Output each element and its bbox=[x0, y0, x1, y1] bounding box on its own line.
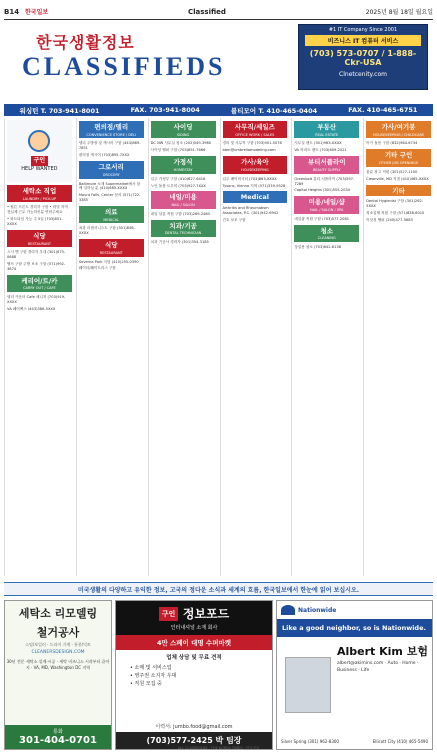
category-title: 사이딩 bbox=[173, 123, 193, 131]
classified-entry: 델리 주방장 및 캐시어 구함 (443)869-7851 bbox=[78, 141, 141, 151]
classified-entry: Baltimore 소재 Supermarket에서 함께 일하실 분 (410)685-XXXX bbox=[78, 181, 141, 191]
classified-entry: 네일샵 직원 구함 (703)577-2081 bbox=[294, 216, 350, 221]
category-header bbox=[79, 121, 144, 138]
category-subtitle: CONVENIENCE STORE / DELI bbox=[86, 132, 137, 137]
top-ad-line2: 비즈니스 IT 컴퓨터 서비스 bbox=[305, 35, 421, 46]
page-topbar bbox=[4, 4, 433, 20]
office-ellicott-city[interactable]: Ellicott City (410) 465-5490 bbox=[372, 739, 428, 744]
ad-mid-badge: 구인 bbox=[159, 607, 179, 621]
category-subtitle: OTHER JOB OPENINGS bbox=[379, 161, 419, 166]
agent-offices bbox=[281, 739, 428, 745]
ad-left-sub: 스팀/보일러 · 드라이 기계 · 통풍/덕트 bbox=[25, 642, 91, 648]
classified-entry: 치과 기공사 경력자 (301)354-3185 bbox=[150, 240, 209, 245]
ad-left-title2: 철거공사 bbox=[36, 626, 80, 640]
office-silver-spring[interactable]: Silver Spring (301) 962-8300 bbox=[281, 739, 339, 744]
category-title: 가사/여기봉 bbox=[381, 123, 416, 131]
category-header bbox=[294, 156, 359, 173]
category-title: 미용/네일/샵 bbox=[308, 198, 345, 207]
category-header bbox=[223, 121, 288, 138]
nationwide-logo bbox=[277, 601, 432, 619]
classified-entry: 청소업체 직원 구함 (571)838-6010 bbox=[366, 210, 425, 215]
top-ad-line4: Clnetcenity.com bbox=[339, 71, 387, 78]
page-footer: ALL CLASSIFIEDS · THE KOREA TIMES · 한국일보 bbox=[177, 746, 260, 750]
category-subtitle: RESTAURANT bbox=[27, 241, 51, 246]
category-title: 네일/미용 bbox=[169, 193, 197, 202]
ad-left-lines: 30년 전문 세탁소 설계·시공 · 세탁 비즈니스 시작부터 끝까지 · VA, MD, Washington DC 지역 bbox=[6, 659, 110, 671]
category-subtitle: BEAUTY SUPPLY bbox=[312, 167, 341, 172]
category-header bbox=[223, 156, 288, 173]
bal-fax: FAX. 410-465-6751 bbox=[348, 106, 418, 114]
classified-entry: 사이딩 헬퍼 구함 (703)851-7666 bbox=[150, 148, 206, 153]
ad-mid-bullets bbox=[116, 664, 272, 688]
classified-entry: Severna Park 식당 (410)255-0390 bbox=[78, 259, 139, 264]
category-title: 편의점/델리 bbox=[94, 123, 129, 131]
category-title: 그로서리 bbox=[98, 163, 124, 172]
ad-mid-footer bbox=[116, 721, 272, 749]
classified-entry: 사무실 렌트 (301)963-XXXX bbox=[294, 141, 342, 146]
category-title: 기타 구인 bbox=[384, 151, 413, 160]
top-ad-line3: (703) 573-0707 / 1-888-Ckr-USA bbox=[309, 49, 417, 67]
ad-laundry-remodel[interactable] bbox=[4, 600, 112, 750]
category-header bbox=[366, 149, 431, 166]
classified-entry: Dental Hygienist 구함 (301)262-5XXX bbox=[366, 199, 424, 209]
category-header bbox=[294, 225, 359, 242]
category-header bbox=[294, 196, 359, 213]
category-header bbox=[79, 239, 144, 256]
help-wanted-badge: 구인 bbox=[31, 156, 49, 166]
category-header bbox=[7, 275, 72, 292]
category-header bbox=[151, 121, 216, 138]
help-wanted-text: HELP WANTED bbox=[21, 165, 58, 172]
category-header bbox=[151, 156, 216, 173]
classified-entry: 아기 돌봄 구함 (832)964-6734 bbox=[366, 141, 418, 146]
classified-entry: 편의점 캐시어 (703)895-7XXX bbox=[78, 153, 130, 158]
agent-info[interactable]: albert@akimins.com · Auto · Home · Business · Life bbox=[337, 661, 419, 674]
ad-mid-desc: 인터내셔널 소재 회사 bbox=[170, 625, 218, 631]
category-title: 기타 bbox=[392, 186, 405, 195]
classified-entry: 경리 및 사무직 구함 (703)901-5076 bbox=[222, 141, 282, 146]
category-subtitle: HOMESTAY bbox=[173, 167, 193, 172]
agent-name: Albert Kim 보험 bbox=[337, 645, 428, 659]
category-title: 부동산 bbox=[317, 123, 337, 131]
classified-entry: • 파트타임 가능 주 5일 (703)851-XXXX bbox=[7, 217, 63, 227]
classified-entry: bbm@umbrellamodeling.com bbox=[222, 148, 276, 153]
classified-entry: Greenbelt 뷰티 서플라이 (703)597-7289 bbox=[294, 176, 355, 186]
classified-entry: • 힐튼 프론트 경력자 구함 • 락빌 지역 전일제 근무 가능하신분 연락주세요 bbox=[7, 205, 68, 215]
category-subtitle: OFFICE WORK / SALES bbox=[235, 132, 275, 137]
paper-logo: 한국일보 bbox=[25, 9, 49, 16]
contact-bar bbox=[4, 104, 433, 116]
classified-column bbox=[220, 118, 290, 576]
dc-contact: 워싱턴 T. 703-941-8001 bbox=[19, 106, 100, 115]
classified-entry: 입주 베이비시터 (703)863-XXXX bbox=[222, 176, 277, 181]
ad-mid-phone[interactable]: (703)577-2425 박 팀장 bbox=[116, 732, 272, 749]
help-wanted-graphic bbox=[7, 120, 72, 182]
classified-entry: Tysons, Vienna 지역 (571)339-9528 bbox=[222, 183, 286, 188]
ad-mid-title: 정보포드 bbox=[182, 607, 230, 621]
ad-jumbo-food[interactable] bbox=[115, 600, 273, 750]
ad-mid-header bbox=[116, 601, 272, 635]
category-title: 케리어/트/카 bbox=[21, 276, 58, 285]
ad-left-phone-label: 통화 bbox=[53, 729, 63, 735]
category-title: 의료 bbox=[104, 207, 118, 216]
classified-column bbox=[291, 118, 361, 576]
classified-entry: Cleanville, MD 지점 (410)465-XXXX bbox=[366, 176, 429, 181]
category-subtitle: CARRY OUT / CAFE bbox=[23, 286, 56, 291]
ad-mid-bullet: • 소매 및 서비스업 bbox=[130, 665, 172, 671]
classified-entry: 물류 창고 직원 (301)527-1100 bbox=[366, 169, 418, 174]
category-title: 가사/육아 bbox=[241, 158, 269, 167]
category-header bbox=[151, 220, 216, 237]
category-header bbox=[79, 161, 144, 178]
category-subtitle: GROCERY bbox=[102, 172, 120, 177]
classified-entry: 스시 맨 구함 경력자 우대 (301)675-0688 bbox=[7, 250, 66, 260]
category-header bbox=[79, 206, 144, 223]
category-title: Medical bbox=[240, 193, 270, 202]
classified-entry: VA 아파트 렌트 (703)609-2021 bbox=[294, 148, 347, 153]
nationwide-brand: Nationwide bbox=[298, 606, 337, 614]
category-subtitle: HOUSEKEEPING bbox=[241, 167, 269, 172]
ad-mid-bullet: • 영주권 소지자 우대 bbox=[130, 673, 177, 679]
ad-right-slogan: Like a good neighbor, so is Nationwide. bbox=[277, 619, 432, 637]
promo-banner: 미국생활의 다양하고 유익한 정보, 고국의 정다운 소식과 세계의 흐름, 한국일보에서 한눈에 읽어 보십시오. bbox=[4, 582, 433, 596]
issue-date: 2025년 8월 18일 월요일 bbox=[365, 9, 433, 16]
person-icon bbox=[28, 130, 50, 152]
category-title: 뷰티서플라이 bbox=[307, 158, 346, 167]
classified-entry: 헬프 구함 주방 보조 구함 (571)992-3874 bbox=[7, 262, 66, 271]
nationwide-eagle-icon bbox=[281, 605, 295, 615]
category-title: 식당 bbox=[33, 231, 46, 240]
category-title: 식당 bbox=[104, 241, 118, 250]
section-label: Classified bbox=[188, 7, 226, 16]
classified-columns bbox=[4, 118, 433, 576]
category-subtitle: DENTAL TECHNICIAN bbox=[164, 231, 202, 236]
agent-photo bbox=[285, 657, 331, 713]
category-subtitle: RESTAURANT bbox=[99, 250, 123, 255]
masthead-title-ko: 한국생활정보 bbox=[36, 33, 135, 52]
ad-nationwide-insurance[interactable] bbox=[276, 600, 433, 750]
category-header bbox=[151, 191, 216, 208]
category-subtitle: NAIL / SALON / SPA bbox=[310, 207, 344, 212]
category-subtitle: HOUSEKEEPING / CHILDCARE bbox=[372, 132, 425, 137]
category-header bbox=[7, 185, 72, 202]
ad-left-phone[interactable]: 301-404-0701 bbox=[19, 735, 97, 746]
classified-column bbox=[363, 118, 433, 576]
classified-entry: 노인 돌봄 도우미 (703)927-7XXX bbox=[150, 183, 206, 188]
bottom-ads bbox=[4, 600, 433, 750]
ad-left-url[interactable]: CLEANERSDESIGN.COM bbox=[31, 650, 85, 656]
classified-entry: Arthritis and Rheumatism Associates, P.C. (301)942-6942 bbox=[222, 206, 279, 215]
page-number: B14 bbox=[4, 8, 20, 16]
bal-contact: 볼티모어 T. 410-465-0404 bbox=[230, 106, 318, 115]
ad-mid-subtitle: 업체 상담 및 무료 견적 bbox=[166, 655, 222, 661]
category-subtitle: CLEANING bbox=[317, 236, 336, 241]
category-header bbox=[223, 191, 288, 203]
classified-entry: Capitol Heights (301)555-2034 bbox=[294, 188, 350, 193]
classified-entry: 네일 살롱 직원 구함 (703)269-2480 bbox=[150, 211, 210, 216]
category-title: 가정식 bbox=[173, 158, 193, 167]
classified-column bbox=[4, 118, 74, 576]
classified-column bbox=[148, 118, 218, 576]
category-header bbox=[294, 121, 359, 138]
ad-mid-bullet: • 직원 모집 중 bbox=[130, 681, 162, 687]
category-title: 청소 bbox=[320, 226, 334, 235]
dc-fax: FAX. 703-941-8004 bbox=[130, 106, 200, 114]
category-header bbox=[7, 230, 72, 247]
category-subtitle: REAL ESTATE bbox=[315, 132, 339, 137]
classified-entry: 웨이터/웨이트리스 구함 bbox=[78, 266, 116, 271]
classified-entry: 델리 카운터 Cafe 매니저 (703)919-XXXX bbox=[7, 295, 66, 305]
classified-entry: 상업용 청소 (703)642-8136 bbox=[294, 245, 341, 249]
classified-entry: 치과 리셉셔니스트 구함 (301)836-XXXX bbox=[78, 226, 135, 236]
category-subtitle: NAIL / SALON bbox=[171, 203, 195, 208]
classified-entry: 간호 보조 구함 bbox=[222, 217, 246, 222]
category-title: 세탁소 직업 bbox=[22, 187, 57, 195]
top-ad-line1: #1 IT Company Since 2001 bbox=[328, 27, 398, 33]
ad-mid-email[interactable]: 이력서: jumbo.food@gmail.com bbox=[155, 724, 233, 730]
classified-column bbox=[76, 118, 146, 576]
classified-entry: 입주 가정부 구함 (410)627-6418 bbox=[150, 176, 206, 181]
category-title: 치과/기공 bbox=[169, 221, 197, 230]
category-subtitle: LAUNDRY / PICK-UP bbox=[22, 196, 57, 201]
classified-entry: DC NW 사무실 청소 (202)549-3960 bbox=[150, 141, 212, 146]
masthead-title-en: CLASSIFIEDS bbox=[22, 52, 226, 81]
top-ad-it-services[interactable] bbox=[298, 24, 428, 90]
category-subtitle: MEDICAL bbox=[103, 217, 120, 222]
category-subtitle: SIDING bbox=[176, 132, 190, 137]
classified-entry: Mount Falls, Center 문의 (571)722-3385 bbox=[78, 193, 141, 203]
category-header bbox=[366, 185, 431, 197]
classified-entry: 이삿짐 헬퍼 (240)477-5683 bbox=[366, 217, 413, 222]
category-header bbox=[366, 121, 431, 138]
masthead bbox=[4, 22, 433, 104]
category-title: 사무직/세일즈 bbox=[234, 123, 275, 131]
classified-entry: VA 페어팩스 (443)386-5XXX bbox=[7, 306, 56, 311]
ad-mid-red-banner: 4만 스페이 대명 수퍼마켓 bbox=[116, 635, 272, 650]
ad-left-title1: 세탁소 리모델링 bbox=[18, 607, 98, 620]
